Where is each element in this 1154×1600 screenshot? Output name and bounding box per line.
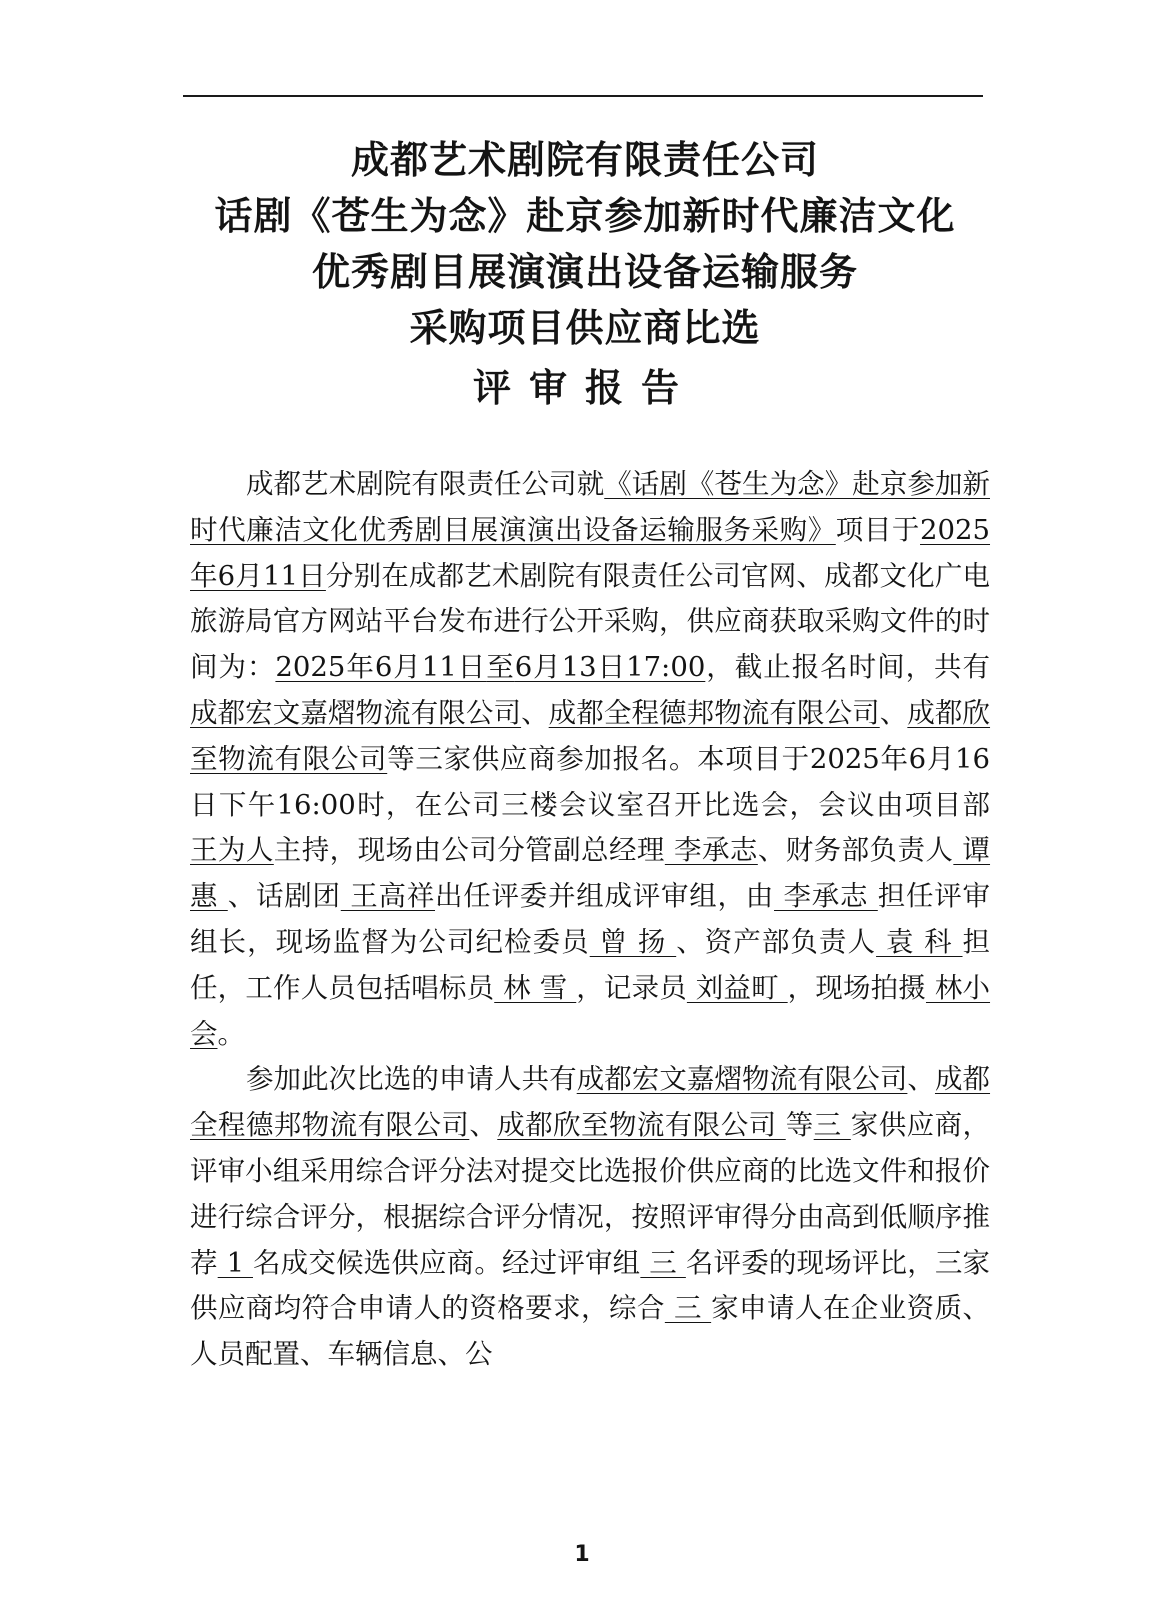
text-segment: ，截止报名时间，共有 bbox=[705, 651, 991, 684]
title-line-2: 话剧《苍生为念》赴京参加新时代廉洁文化 bbox=[214, 194, 956, 238]
supervisor-2-name: 袁 科 bbox=[876, 925, 963, 958]
supplier-count: 三 bbox=[813, 1109, 851, 1142]
text-segment: 名评委的现场评比，三家供应商均符合申请人的资格要求，综合 bbox=[190, 1246, 991, 1325]
text-segment: ，记录员 bbox=[576, 971, 687, 1004]
photographer-name: 林小会 bbox=[190, 971, 991, 1050]
applicant-2: 成都全程德邦物流有限公司 bbox=[190, 1063, 991, 1142]
text-segment: 分别在成都艺术剧院有限责任公司官网、成都文化广电旅游局官方网站平台发布进行公开采购，供应商获取采购文件的时间为： bbox=[190, 559, 990, 684]
project-name: 《话剧《苍生为念》赴京参加新时代廉洁文化优秀剧目展演演出设备运输服务采购》 bbox=[190, 468, 990, 546]
text-segment: 至 bbox=[486, 651, 515, 684]
recommend-count: 1 bbox=[217, 1246, 253, 1279]
applicant-count: 三 bbox=[664, 1292, 712, 1325]
text-segment: ，现场拍摄 bbox=[787, 971, 926, 1004]
text-segment: 名成交候选供应商。经过评审组 bbox=[253, 1246, 641, 1279]
supplier-2: 成都全程德邦物流有限公司 bbox=[548, 696, 880, 729]
text-segment: 成都艺术剧院有限责任公司就 bbox=[246, 468, 605, 500]
text-segment: 担任，工作人员包括唱标员 bbox=[190, 925, 991, 1004]
troupe-member-name: 王高祥 bbox=[340, 880, 436, 913]
publish-date: 2025年6月11日 bbox=[190, 513, 991, 592]
paragraph-2 bbox=[190, 1057, 990, 1378]
recorder-name: 刘益町 bbox=[686, 971, 788, 1004]
text-segment: 出任评委并组成评审组，由 bbox=[435, 880, 775, 913]
title-line-5: 评审报告 bbox=[472, 366, 697, 410]
doc-end-date: 6月13日17:00 bbox=[514, 651, 706, 684]
text-segment: 。 bbox=[217, 1017, 245, 1050]
report-body bbox=[190, 462, 990, 1378]
document-title bbox=[150, 132, 1020, 416]
text-segment: 担任评审组长，现场监督为公司纪检委员 bbox=[190, 880, 991, 958]
vp-name: 李承志 bbox=[664, 834, 758, 867]
title-line-3: 优秀剧目展演演出设备运输服务 bbox=[311, 250, 858, 294]
supervisor-1-name: 曾 扬 bbox=[589, 925, 677, 958]
text-segment: 、财务部负责人 bbox=[757, 834, 954, 867]
top-rule bbox=[183, 95, 983, 97]
supplier-3: 成都欣至物流有限公司 bbox=[190, 696, 991, 775]
text-segment: 、 bbox=[907, 1063, 935, 1096]
doc-start-date: 2025年6月11日 bbox=[275, 651, 487, 684]
title-line-4: 采购项目供应商比选 bbox=[409, 306, 761, 350]
text-segment: 、 bbox=[879, 696, 908, 729]
text-segment: 参加此次比选的申请人共有 bbox=[246, 1063, 577, 1096]
page-number: 1 bbox=[574, 1542, 590, 1567]
text-segment: 家申请人在企业资质、人员配置、车辆信息、公 bbox=[190, 1292, 991, 1371]
paragraph-1 bbox=[190, 462, 990, 1057]
judge-count: 三 bbox=[640, 1246, 686, 1279]
announcer-name: 林 雪 bbox=[494, 971, 577, 1004]
applicant-1: 成都宏文嘉熠物流有限公司 bbox=[576, 1063, 908, 1096]
text-segment: 等 bbox=[785, 1109, 814, 1142]
finance-head-name: 谭 惠 bbox=[190, 834, 991, 913]
text-segment: 主持，现场由公司分管副总经理 bbox=[273, 834, 665, 867]
applicant-3: 成都欣至物流有限公司 bbox=[497, 1109, 786, 1142]
text-segment: 、 bbox=[521, 696, 549, 729]
text-segment: 家供应商，评审小组采用综合评分法对提交比选报价供应商的比选文件和报价进行综合评分，根据综合评分情况，按照评审得分由高到低顺序推荐 bbox=[190, 1109, 991, 1279]
text-segment: 等三家供应商参加报名。本项目于2025年6月16日下午16:00时，在公司三楼会议室召开比选会，会议由项目部 bbox=[190, 742, 990, 821]
text-segment: 项目于 bbox=[835, 513, 921, 546]
text-segment: 、话剧团 bbox=[227, 880, 341, 913]
text-segment: 、资产部负责人 bbox=[676, 925, 877, 958]
text-segment: 、 bbox=[469, 1109, 498, 1142]
host-name: 王为人 bbox=[190, 834, 274, 867]
supplier-1: 成都宏文嘉熠物流有限公司 bbox=[190, 696, 522, 729]
title-line-1: 成都艺术剧院有限责任公司 bbox=[350, 138, 819, 182]
group-leader-name: 李承志 bbox=[774, 880, 878, 913]
